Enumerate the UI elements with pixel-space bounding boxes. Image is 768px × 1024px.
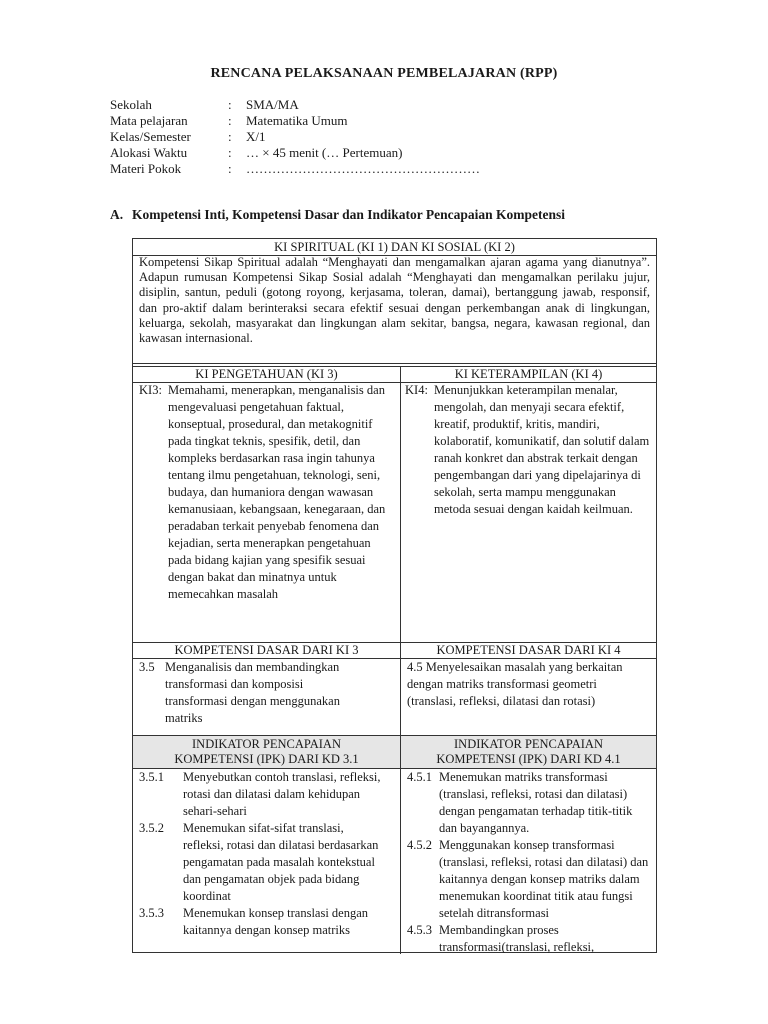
identity-colon: : [228, 129, 232, 144]
list-item [407, 769, 652, 837]
ipk4-header-line1: INDIKATOR PENCAPAIAN [454, 737, 603, 751]
ipk3-item-num: 3.5.2 [139, 821, 164, 835]
identity-row-class [110, 129, 480, 145]
ki-spiritual-text: Kompetensi Sikap Spiritual adalah “Menghayati dan mengamalkan ajaran agama yang dianutnya”. Adapun rumusan Kompetensi Sikap Sosial adalah “Menghayati dan mengamalkan perilaku jujur, disiplin, santun, peduli (gotong royong, kerjasama, toleran, damai), bertanggung jawab, responsif, dan pro-aktif dalam berinteraksi secara efektif sesuai dengan perkembangan anak di lingkungan, keluarga, sekolah, masyarakat dan lingkungan alam sekitar, bangsa, negara, kawasan regional, dan kawasan internasional. [139, 255, 650, 346]
identity-value: SMA/MA [246, 97, 299, 112]
ipk3-header-line2: KOMPETENSI (IPK) DARI KD 3.1 [174, 752, 359, 766]
ipk3-item-text: Menyebutkan contoh translasi, refleksi, rotasi dan dilatasi dalam kehidupan sehari-sehari [183, 770, 381, 818]
kd3-text: Menganalisis dan membandingkan transformasi dan komposisi transformasi dengan menggunakan matriks [165, 660, 340, 725]
ipk4-item-text: Membandingkan proses transformasi(translasi, refleksi, [439, 923, 595, 953]
kd4-cell [407, 659, 642, 735]
competency-table [132, 238, 657, 953]
identity-value: … × 45 menit (… Pertemuan) [246, 145, 403, 160]
identity-row-topic [110, 161, 480, 177]
kd3-cell [139, 659, 397, 735]
ipk4-item-text: Menggunakan konsep transformasi (translasi, refleksi, rotasi dan dilatasi) dan kaitannya dengan konsep matriks dalam menemukan koordinat titik atau fungsi setelah ditransformasi [439, 838, 649, 920]
ipk3-header-line1: INDIKATOR PENCAPAIAN [192, 737, 341, 751]
ipk4-cell [407, 769, 652, 953]
identity-row-subject [110, 113, 480, 129]
list-item [407, 837, 652, 922]
section-title: Kompetensi Inti, Kompetensi Dasar dan Indikator Pencapaian Kompetensi [132, 207, 566, 222]
document-title: RENCANA PELAKSANAAN PEMBELAJARAN (RPP) [210, 66, 558, 81]
identity-label: Alokasi Waktu [110, 145, 188, 160]
table-divider [133, 363, 656, 364]
ki4-item [405, 382, 652, 518]
ki4-label: KI4: [405, 383, 428, 397]
identity-value: ……………………………………………… [246, 161, 480, 176]
identity-colon: : [228, 113, 232, 128]
ipk3-item-num: 3.5.1 [139, 770, 164, 784]
identity-label: Sekolah [110, 97, 152, 112]
identity-row-time [110, 145, 480, 161]
identity-colon: : [228, 145, 232, 160]
ipk3-item-text: Menemukan konsep translasi dengan kaitannya dengan konsep matriks [183, 906, 369, 937]
ipk3-item-num: 3.5.3 [139, 906, 164, 920]
identity-colon: : [228, 97, 232, 112]
ipk4-item-num: 4.5.3 [407, 923, 432, 937]
ki4-text: Menunjukkan keterampilan menalar, mengolah, dan menyaji secara efektif, kreatif, produktif, kritis, mandiri, kolaboratif, komunikatif, dan solutif dalam ranah konkret dan abstrak terkait dengan pengembangan dari yang dipelajarinya di sekolah, serta mampu menggunakan metoda sesuai dengan kaidah keilmuan. [434, 383, 650, 516]
ki3-label: KI3: [139, 383, 162, 397]
table-column-divider [400, 366, 401, 954]
ipk4-header [401, 736, 656, 768]
ipk3-header [133, 736, 400, 768]
ipk4-item-text: Menemukan matriks transformasi (translasi, refleksi, rotasi dan dilatasi) dengan pengamatan terhadap titik-titik dan bayangannya. [439, 770, 633, 835]
ipk4-item-num: 4.5.1 [407, 770, 432, 784]
identity-row-school [110, 97, 480, 113]
ki4-cell [405, 382, 652, 642]
ki3-cell [139, 382, 397, 642]
identity-table [110, 97, 480, 177]
identity-value: X/1 [246, 129, 266, 144]
ki3-header: KI PENGETAHUAN (KI 3) [195, 367, 338, 381]
ki3-text-content: Memahami, menerapkan, menganalisis dan mengevaluasi pengetahuan faktual, konseptual, prosedural, dan metakognitif pada tingkat teknis, spesifik, detil, dan kompleks berdasarkan rasa ingin tahunya tentang ilmu pengetahuan, teknologi, seni, budaya, dan humaniora dengan wawasan kemanusiaan, kebangsaan, kenegaraan, dan peradaban terkait penyebab fenomena dan kejadian, serta menerapkan pengetahuan pada bidang kajian yang spesifik sesuai dengan bakat dan minatnya untuk memecahkan masalah [168, 383, 386, 601]
kd4-text: 4.5 Menyelesaikan masalah yang berkaitan dengan matriks transformasi geometri (translasi, refleksi, dilatasi dan rotasi) [407, 660, 623, 708]
identity-label: Kelas/Semester [110, 129, 191, 144]
list-item [139, 820, 397, 905]
ki4-header: KI KETERAMPILAN (KI 4) [454, 367, 603, 381]
kd4-header: KOMPETENSI DASAR DARI KI 4 [436, 643, 621, 657]
kd3-num: 3.5 [139, 660, 155, 674]
list-item [139, 769, 397, 820]
identity-label: Mata pelajaran [110, 113, 188, 128]
identity-colon: : [228, 161, 232, 176]
ipk4-header-line2: KOMPETENSI (IPK) DARI KD 4.1 [436, 752, 621, 766]
kd3-header: KOMPETENSI DASAR DARI KI 3 [174, 643, 359, 657]
list-item [407, 922, 652, 953]
ki-spiritual-header: KI SPIRITUAL (KI 1) DAN KI SOSIAL (KI 2) [274, 240, 515, 254]
ki3-item [139, 382, 397, 603]
ipk3-item-text: Menemukan sifat-sifat translasi, refleksi, rotasi dan dilatasi berdasarkan pengamatan pada masalah kontekstual dan pengamatan objek pada bidang koordinat [183, 821, 379, 903]
identity-value: Matematika Umum [246, 113, 348, 128]
ki3-text [168, 382, 397, 603]
list-item [139, 905, 397, 939]
section-heading [110, 207, 565, 223]
kd3-item [139, 659, 397, 727]
ipk4-item-num: 4.5.2 [407, 838, 432, 852]
section-letter: A. [110, 207, 124, 222]
ipk3-cell [139, 769, 397, 953]
identity-label: Materi Pokok [110, 161, 182, 176]
